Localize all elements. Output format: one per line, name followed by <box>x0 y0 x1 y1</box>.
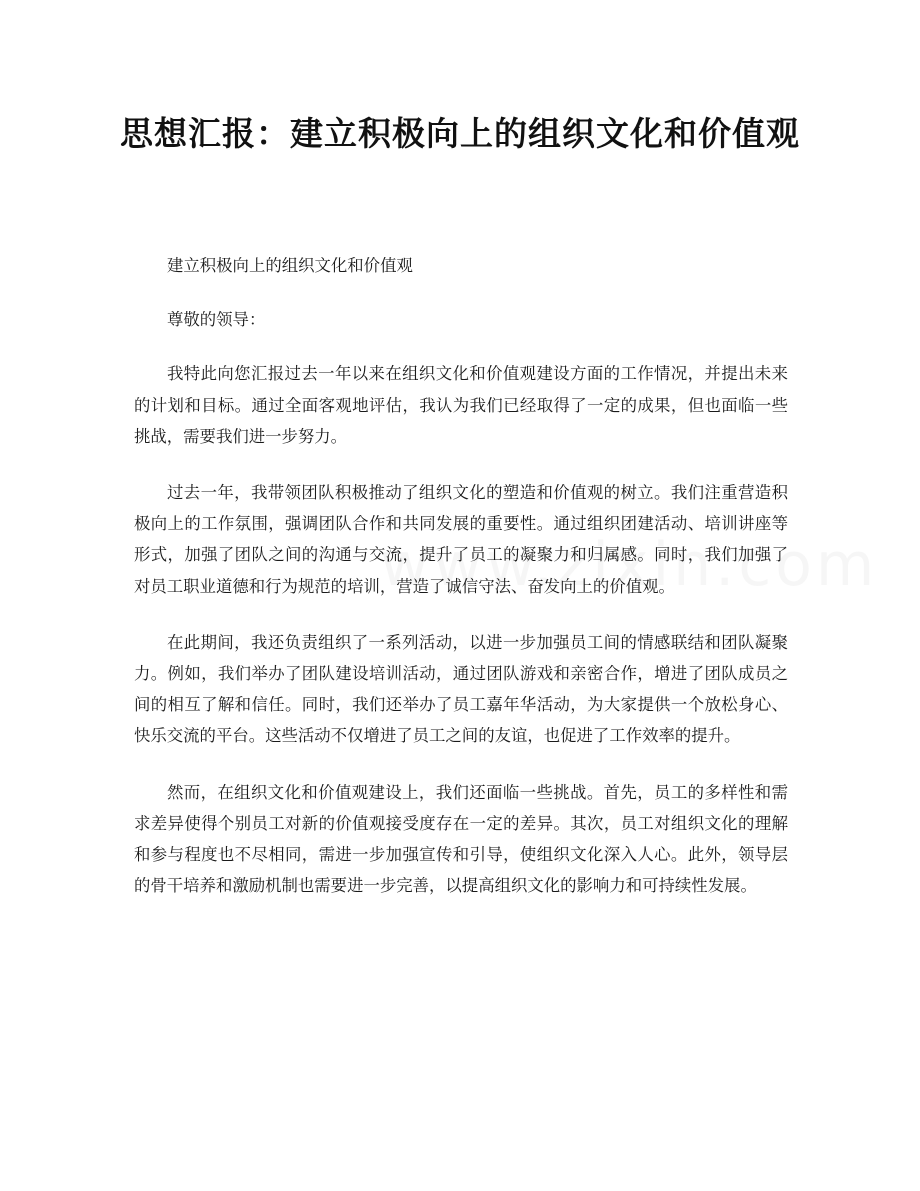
body-paragraph: 过去一年，我带领团队积极推动了组织文化的塑造和价值观的树立。我们注重营造积极向上的工作氛围，强调团队合作和共同发展的重要性。通过组织团建活动、培训讲座等形式，加强了团队之间的沟通与交流，提升了员工的凝聚力和归属感。同时，我们加强了对员工职业道德和行为规范的培训，营造了诚信守法、奋发向上的价值观。 <box>134 483 788 596</box>
salutation-paragraph: 尊敬的领导： <box>167 310 266 330</box>
body-paragraph: 在此期间，我还负责组织了一系列活动，以进一步加强员工间的情感联结和团队凝聚力。例如，我们举办了团队建设培训活动，通过团队游戏和亲密合作，增进了团队成员之间的相互了解和信任。同时，我们还举办了员工嘉年华活动，为大家提供一个放松身心、快乐交流的平台。这些活动不仅增进了员工之间的友谊，也促进了工作效率的提升。 <box>134 632 788 746</box>
subtitle-paragraph: 建立积极向上的组织文化和价值观 <box>167 256 413 275</box>
body-paragraph: 我特此向您汇报过去一年以来在组织文化和价值观建设方面的工作情况，并提出未来的计划和目标。通过全面客观地评估，我认为我们已经取得了一定的成果，但也面临一些挑战，需要我们进一步努力。 <box>134 364 788 446</box>
document-body <box>134 250 788 926</box>
page-title: 思想汇报：建立积极向上的组织文化和价值观 <box>120 114 800 153</box>
body-paragraph: 然而，在组织文化和价值观建设上，我们还面临一些挑战。首先，员工的多样性和需求差异使得个别员工对新的价值观接受度存在一定的差异。其次，员工对组织文化的理解和参与程度也不尽相同，需进一步加强宣传和引导，使组织文化深入人心。此外，领导层的骨干培养和激励机制也需要进一步完善，以提高组织文化的影响力和可持续性发展。 <box>134 782 788 896</box>
